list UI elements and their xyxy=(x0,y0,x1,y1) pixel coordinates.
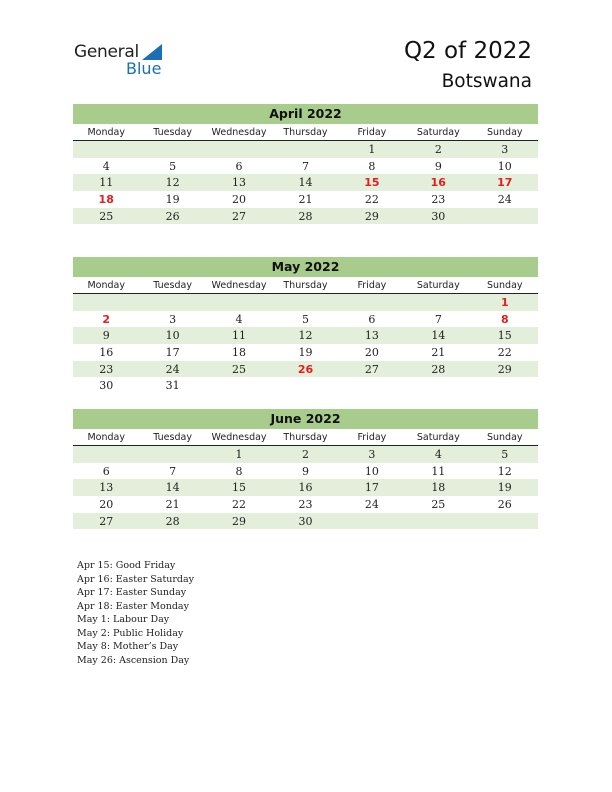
week-row xyxy=(73,513,538,530)
logo-general-text: General xyxy=(74,42,139,62)
day-cell: 4 xyxy=(235,312,243,326)
day-cell: 8 xyxy=(500,312,509,326)
empty-day-cell xyxy=(73,141,139,158)
weekday-header: Tuesday xyxy=(139,429,205,446)
holiday-item: May 2: Public Holiday xyxy=(77,627,184,639)
empty-day-cell xyxy=(272,294,338,311)
weekday-header: Saturday xyxy=(405,277,471,294)
empty-day-cell xyxy=(272,377,338,394)
day-cell: 15 xyxy=(472,327,538,344)
day-cell: 25 xyxy=(206,361,272,378)
day-cell: 22 xyxy=(232,497,247,511)
day-cell: 10 xyxy=(364,464,379,478)
calendar-grid xyxy=(73,429,538,529)
day-cell: 20 xyxy=(232,192,247,206)
day-cell: 17 xyxy=(472,174,538,191)
weekday-header: Thursday xyxy=(272,277,338,294)
weekday-header: Thursday xyxy=(272,124,338,141)
weekday-header: Monday xyxy=(73,277,139,294)
empty-day-cell xyxy=(206,294,272,311)
day-cell: 30 xyxy=(99,379,114,393)
week-row xyxy=(73,361,538,378)
day-cell: 6 xyxy=(235,159,243,173)
day-cell: 9 xyxy=(73,327,139,344)
holiday-item: May 1: Labour Day xyxy=(77,614,170,625)
day-cell: 4 xyxy=(102,159,110,173)
month-title: May 2022 xyxy=(73,257,538,277)
weekday-header: Saturday xyxy=(405,124,471,141)
weekday-header: Tuesday xyxy=(139,124,205,141)
empty-day-cell xyxy=(206,377,272,394)
week-row xyxy=(73,311,538,328)
day-cell: 13 xyxy=(73,479,139,496)
empty-day-cell xyxy=(472,513,538,530)
week-row xyxy=(73,294,538,311)
day-cell: 13 xyxy=(339,327,405,344)
day-cell: 5 xyxy=(301,312,309,326)
day-cell: 23 xyxy=(298,497,313,511)
day-cell: 19 xyxy=(298,345,313,359)
week-row xyxy=(73,463,538,480)
empty-day-cell xyxy=(73,446,139,463)
day-cell: 25 xyxy=(73,208,139,225)
day-cell: 6 xyxy=(368,312,376,326)
day-cell: 16 xyxy=(99,345,114,359)
day-cell: 17 xyxy=(165,345,180,359)
empty-day-cell xyxy=(339,294,405,311)
day-cell: 10 xyxy=(139,327,205,344)
empty-day-cell xyxy=(405,513,471,530)
day-cell: 2 xyxy=(272,446,338,463)
day-cell: 11 xyxy=(431,464,446,478)
day-cell: 29 xyxy=(206,513,272,530)
day-cell: 2 xyxy=(102,312,111,326)
weekday-header: Tuesday xyxy=(139,277,205,294)
holiday-list xyxy=(77,559,194,667)
day-cell: 21 xyxy=(431,345,446,359)
day-cell: 24 xyxy=(497,192,512,206)
day-cell: 22 xyxy=(364,192,379,206)
month-may xyxy=(73,257,538,394)
day-cell: 16 xyxy=(405,174,471,191)
day-cell: 22 xyxy=(497,345,512,359)
day-cell: 5 xyxy=(472,446,538,463)
day-cell: 19 xyxy=(165,192,180,206)
day-cell: 4 xyxy=(405,446,471,463)
week-row xyxy=(73,208,538,225)
weekday-header: Monday xyxy=(73,124,139,141)
day-cell: 2 xyxy=(405,141,471,158)
day-cell: 27 xyxy=(339,361,405,378)
day-cell: 26 xyxy=(497,497,512,511)
day-cell: 20 xyxy=(99,497,114,511)
day-cell: 13 xyxy=(206,174,272,191)
day-cell: 26 xyxy=(272,361,338,378)
day-cell: 10 xyxy=(497,159,512,173)
holiday-item: Apr 18: Easter Monday xyxy=(77,600,189,612)
empty-day-cell xyxy=(206,141,272,158)
empty-day-cell xyxy=(139,446,205,463)
day-cell: 27 xyxy=(73,513,139,530)
week-row xyxy=(73,446,538,463)
empty-day-cell xyxy=(139,141,205,158)
week-row xyxy=(73,344,538,361)
weekday-header: Saturday xyxy=(405,429,471,446)
day-cell: 19 xyxy=(472,479,538,496)
day-cell: 3 xyxy=(472,141,538,158)
day-cell: 15 xyxy=(339,174,405,191)
day-cell: 14 xyxy=(272,174,338,191)
week-row xyxy=(73,141,538,158)
country-name: Botswana xyxy=(441,71,532,92)
day-cell: 29 xyxy=(339,208,405,225)
week-row xyxy=(73,479,538,496)
day-cell: 11 xyxy=(206,327,272,344)
empty-day-cell xyxy=(339,377,405,394)
day-cell: 9 xyxy=(434,159,442,173)
weekday-header: Sunday xyxy=(472,277,538,294)
day-cell: 16 xyxy=(272,479,338,496)
day-cell: 28 xyxy=(272,208,338,225)
empty-day-cell xyxy=(339,513,405,530)
weekday-header: Sunday xyxy=(472,124,538,141)
day-cell: 3 xyxy=(339,446,405,463)
weekday-header: Wednesday xyxy=(206,124,272,141)
weekday-header: Friday xyxy=(339,429,405,446)
empty-day-cell xyxy=(472,208,538,225)
day-cell: 12 xyxy=(272,327,338,344)
weekday-header: Sunday xyxy=(472,429,538,446)
day-cell: 1 xyxy=(339,141,405,158)
day-cell: 20 xyxy=(364,345,379,359)
week-row xyxy=(73,174,538,191)
day-cell: 28 xyxy=(405,361,471,378)
week-row xyxy=(73,496,538,513)
day-cell: 18 xyxy=(405,479,471,496)
day-cell: 30 xyxy=(272,513,338,530)
day-cell: 21 xyxy=(298,192,313,206)
day-cell: 31 xyxy=(165,379,180,393)
empty-day-cell xyxy=(139,294,205,311)
day-cell: 14 xyxy=(405,327,471,344)
day-cell: 7 xyxy=(301,159,309,173)
day-cell: 12 xyxy=(497,464,512,478)
empty-day-cell xyxy=(472,377,538,394)
holiday-item: May 8: Mother’s Day xyxy=(77,641,179,652)
weekday-header: Wednesday xyxy=(206,429,272,446)
generalblue-logo xyxy=(74,42,174,78)
logo-triangle-icon xyxy=(142,44,162,60)
day-cell: 29 xyxy=(472,361,538,378)
weekday-header: Friday xyxy=(339,124,405,141)
day-cell: 18 xyxy=(232,345,247,359)
holiday-item: May 26: Ascension Day xyxy=(77,654,190,666)
day-cell: 14 xyxy=(139,479,205,496)
day-cell: 17 xyxy=(339,479,405,496)
day-cell: 28 xyxy=(139,513,205,530)
weekday-header: Friday xyxy=(339,277,405,294)
day-cell: 15 xyxy=(206,479,272,496)
day-cell: 9 xyxy=(301,464,309,478)
empty-day-cell xyxy=(405,377,471,394)
calendar-grid xyxy=(73,277,538,394)
week-row xyxy=(73,158,538,175)
day-cell: 24 xyxy=(364,497,379,511)
month-june xyxy=(73,409,538,529)
week-row xyxy=(73,191,538,208)
week-row xyxy=(73,327,538,344)
day-cell: 11 xyxy=(73,174,139,191)
day-cell: 5 xyxy=(169,159,177,173)
empty-day-cell xyxy=(272,141,338,158)
day-cell: 23 xyxy=(73,361,139,378)
empty-day-cell xyxy=(73,294,139,311)
day-cell: 24 xyxy=(139,361,205,378)
holiday-item: Apr 17: Easter Sunday xyxy=(77,587,187,598)
day-cell: 7 xyxy=(434,312,442,326)
day-cell: 27 xyxy=(206,208,272,225)
day-cell: 3 xyxy=(169,312,177,326)
day-cell: 26 xyxy=(139,208,205,225)
holiday-item: Apr 16: Easter Saturday xyxy=(77,573,195,585)
month-title: April 2022 xyxy=(73,104,538,124)
day-cell: 30 xyxy=(405,208,471,225)
day-cell: 18 xyxy=(98,192,114,206)
day-cell: 7 xyxy=(169,464,177,478)
week-row xyxy=(73,377,538,394)
day-cell: 21 xyxy=(165,497,180,511)
calendar-grid xyxy=(73,124,538,224)
day-cell: 23 xyxy=(431,192,446,206)
logo-blue-text: Blue xyxy=(126,59,162,78)
month-title: June 2022 xyxy=(73,409,538,429)
day-cell: 8 xyxy=(368,159,376,173)
weekday-header: Thursday xyxy=(272,429,338,446)
day-cell: 1 xyxy=(206,446,272,463)
day-cell: 1 xyxy=(472,294,538,311)
empty-day-cell xyxy=(405,294,471,311)
weekday-header: Monday xyxy=(73,429,139,446)
weekday-header: Wednesday xyxy=(206,277,272,294)
page-title: Q2 of 2022 xyxy=(403,38,532,64)
holiday-item: Apr 15: Good Friday xyxy=(77,560,176,571)
day-cell: 6 xyxy=(102,464,110,478)
day-cell: 8 xyxy=(235,464,243,478)
month-april xyxy=(73,104,538,224)
day-cell: 25 xyxy=(431,497,446,511)
day-cell: 12 xyxy=(139,174,205,191)
